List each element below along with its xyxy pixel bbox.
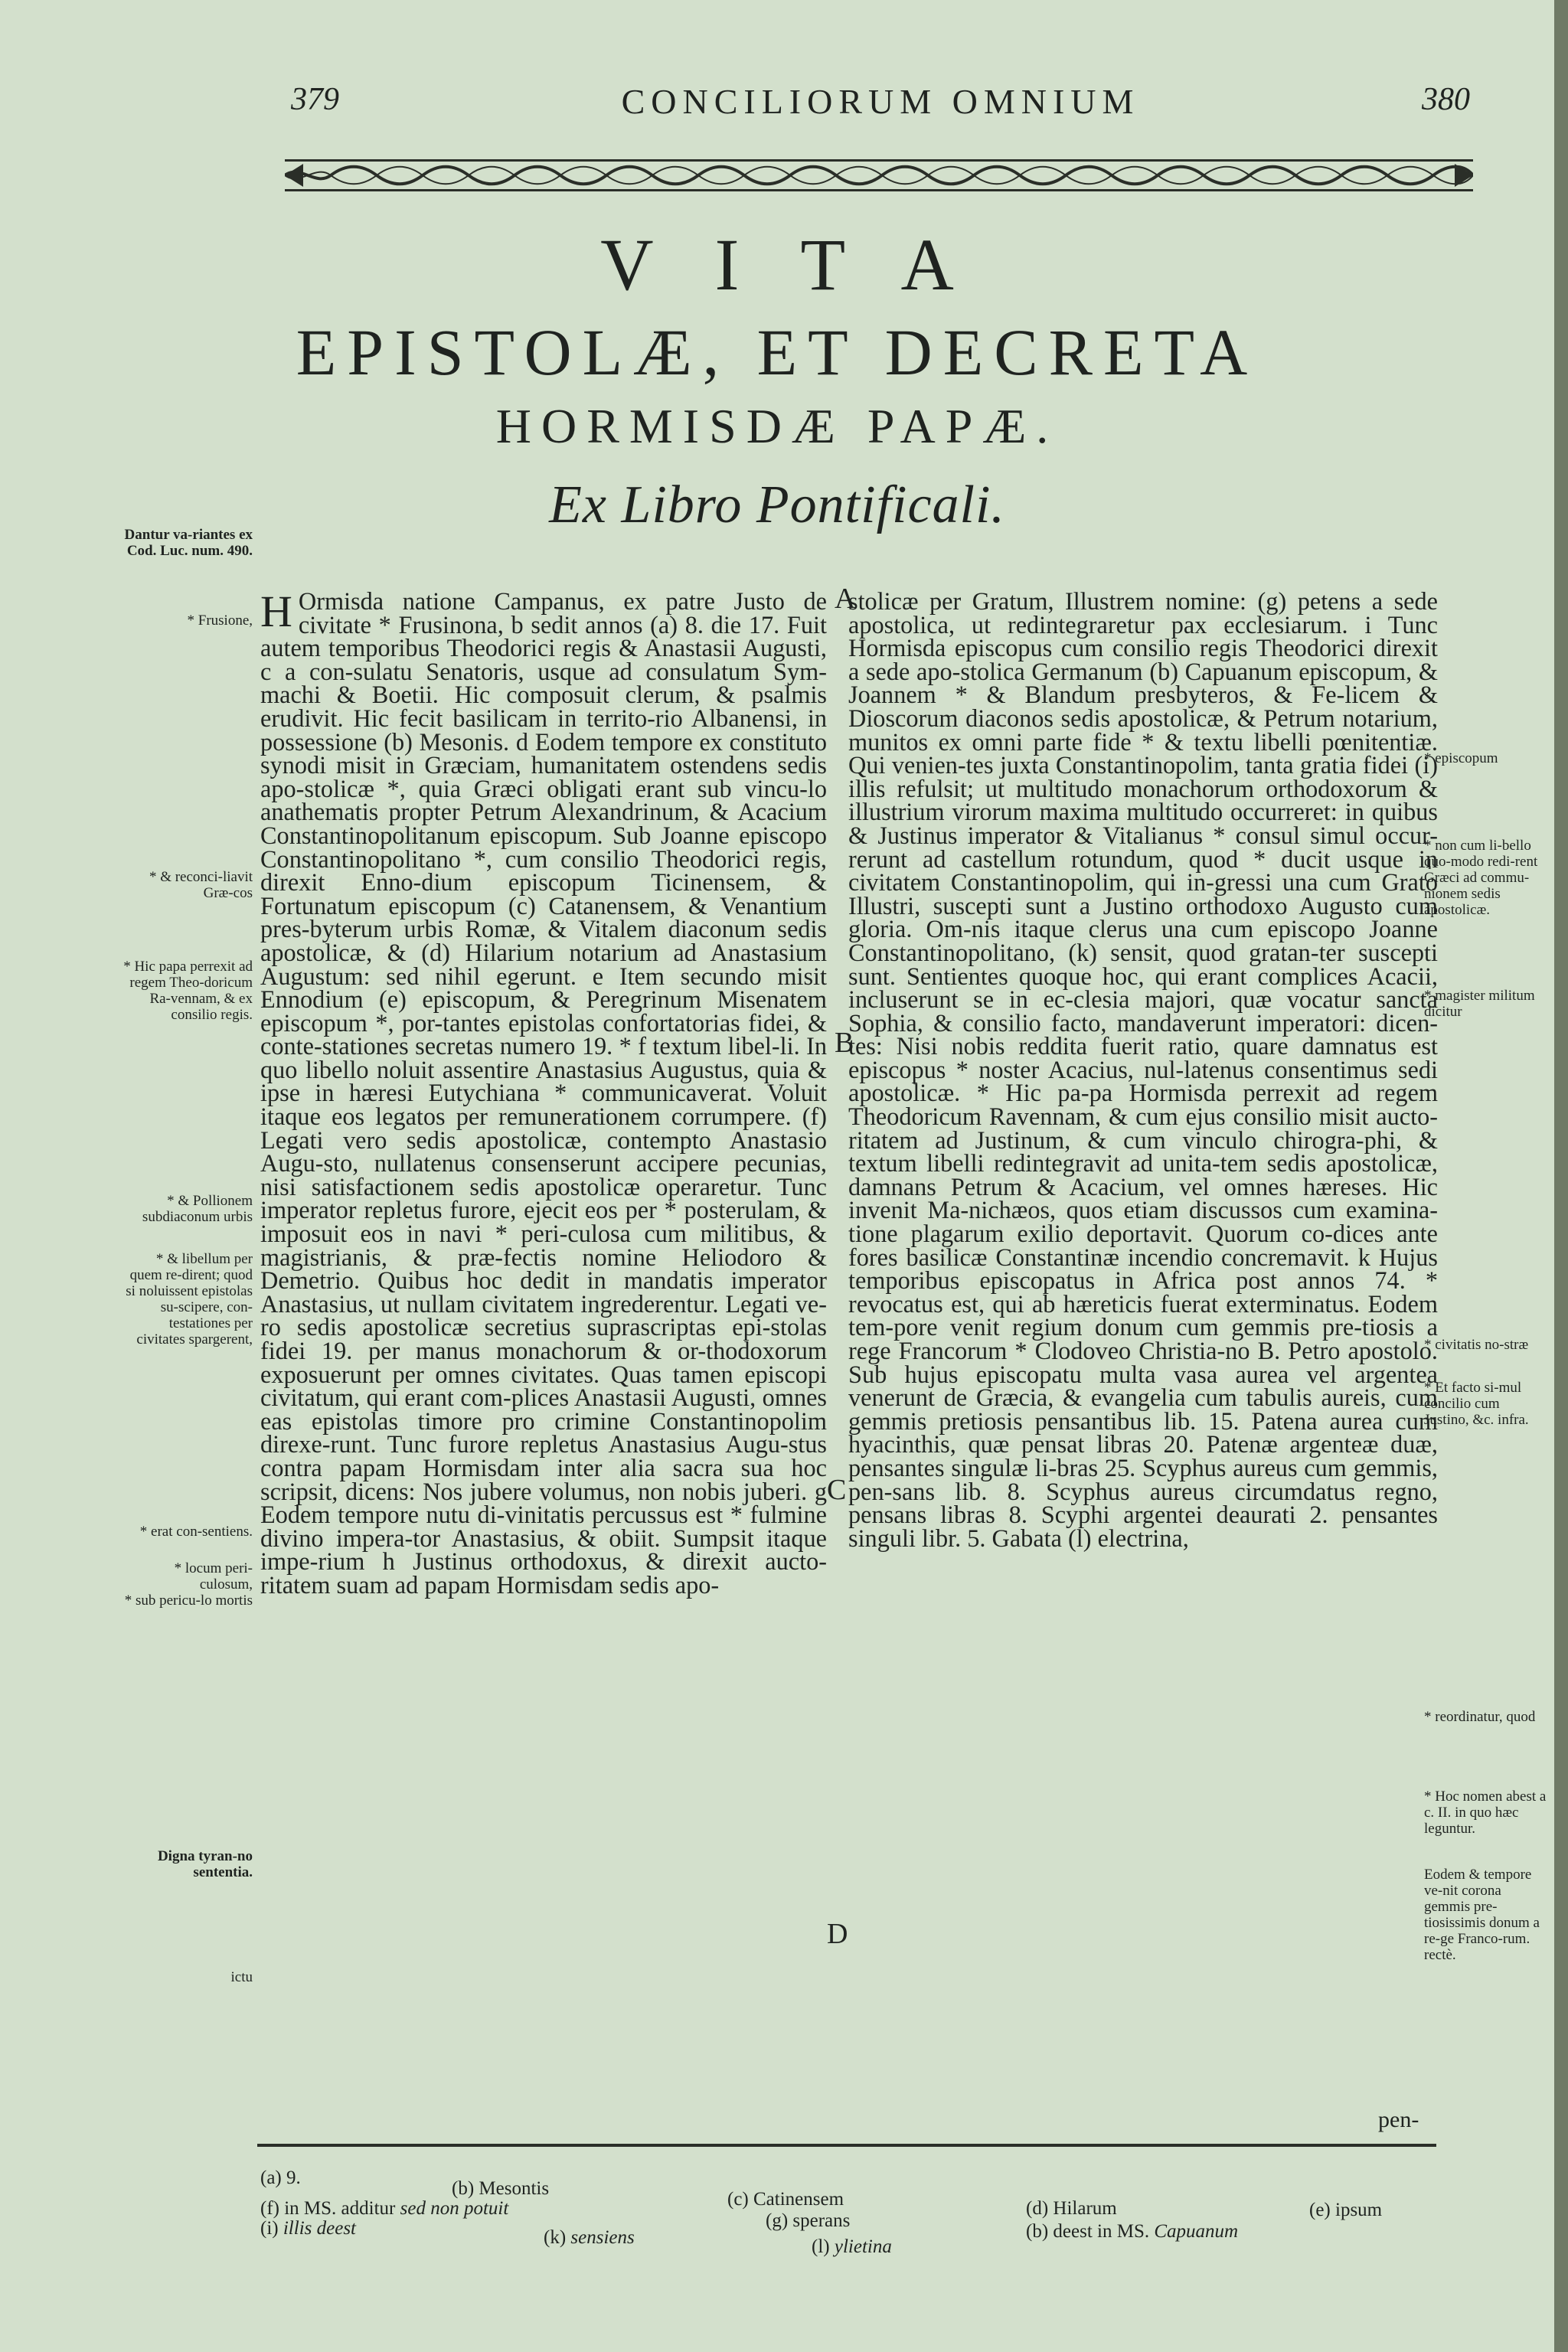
margin-note: ictu [230, 1969, 253, 1985]
margin-note: * & libellum per quem re-dirent; quod si noluissent epistolas su-scipere, con-testationes per civitates spargerent, [126, 1251, 253, 1348]
footnote [1026, 2222, 1238, 2242]
footnote-italic: sed non potuit [400, 2198, 509, 2219]
footnote-italic: ylietina [834, 2236, 892, 2257]
footnote [812, 2237, 892, 2257]
footnote: (a) 9. [260, 2167, 301, 2188]
running-head [291, 81, 1470, 127]
section-letter-c: C [827, 1474, 847, 1506]
section-letter-d: D [827, 1918, 848, 1950]
footnote: (b) Mesontis [452, 2178, 550, 2199]
footnote [544, 2228, 635, 2248]
margin-note: * & Pollionem subdiaconum urbis [142, 1193, 253, 1225]
text-column-right [848, 587, 1438, 2136]
margin-note: * erat con-sentiens. [139, 1524, 253, 1540]
footnote: (g) sperans [766, 2210, 851, 2231]
footnote: (c) Catinensem [727, 2189, 844, 2210]
margin-note: * Hic papa perrexit ad regem Theo-doricum Ra-vennam, & ex consilio regis. [123, 959, 253, 1023]
margin-note: * episcopum [1424, 750, 1498, 766]
page-number-left: 379 [291, 82, 339, 117]
paragraph: stolicæ per Gratum, Illustrem nomine: (g) petens a sede apostolica, ut redintegraretur pax ecclesiarum. i Tunc Hormisda episcopus cum consilio regis Theodorici direxit a sede apo-stolica Germanum (b) Capuanum episcopum, & Joannem * & Blandum presbyteros, & Fe-licem & Dioscorum diaconos sedis apostolicæ, & Petrum notarium, munitos ex omni parte fide * & textu libelli pœnitentiæ. Qui venien-tes juxta Constantinopolim, tanta gratia fidei (i) illis refulsit; ut multitudo monachorum orthodoxorum & illustrium virorum maxima multitudo occurreret: in quibus & Justinus imperator & Vitalianus * consul simul occur-rerunt ad castellum rotundum, quod * ducit usque in civitatem Constantinopolim, qui in-gressi una cum Grato Illustri, suscepti sunt a Justino orthodoxo Augusto cum gloria. Om-nis itaque clerus una cum episcopo Joanne Constantinopolitano, (k) sensit, quod gratan-ter suscepti sunt. Sentientes quoque hoc, qui erant complices Acacii, incluserunt se in ec-clesia majori, quæ vocatur sancta Sophia, & consilio facto, mandaverunt imperatori: dicen-tes: Nisi nobis reddita fuerit ratio, quare damnatus est episcopus * noster Acacius, nul-latenus consentimus sedi apostolicæ. * Hic pa-pa Hormisda perrexit ad regem Theodoricum Ravennam, & cum ejus consilio misit aucto-ritatem ad Justinum, & cum vinculo chirogra-phi, & textum libelli redintegravit ad unita-tem sedis apostolicæ, damnans Petrum & Acacium, vel omnes hæreses. Hic invenit Ma-nichæos, quos etiam discussos cum examina-tione plagarum exilio deportavit. Quorum co-dices ante fores basilicæ Constantinæ incendio concremavit. k Hujus temporibus episcopatus in Africa post annos 74. * revocatus est, qui ab hæreticis fuerat exterminatus. Eodem tem-pore venit regium donum cum gemmis pre-tiosis a rege Francorum * Clodoveo Christia-no B. Petro apostolo. Sub hujus episcopatu multa vasa aurea vel argentea venerunt de Græcia, & evangelia cum tabulis aureis, cum gemmis pretiosis pensantibus lib. 15. Patena aurea cum hyacinthis, quæ pensat libras 20. Patenæ argenteæ duæ, pensantes singulæ li-bras 25. Scyphus aureus cum gemmis, pen-sans lib. 8. Scyphus aureus circumdatus regno, pensans libras 8. Scyphi argentei deaurati 2. pensantes singuli libr. 5. Gabata (l) electrina, [848, 587, 1438, 1552]
ornament-band [285, 156, 1473, 194]
footnote-text: (i) [260, 2218, 279, 2239]
margin-note: Digna tyran-no sententia. [157, 1848, 253, 1880]
margin-note: * magister militum dicitur [1424, 988, 1535, 1020]
margin-note: Eodem & tempore ve-nit corona gemmis pre-tiosissimis donum a re-ge Franco-rum. rectè. [1424, 1867, 1540, 1963]
footnote-text: (b) deest in MS. [1026, 2221, 1150, 2242]
margin-note: * Frusione, [187, 612, 253, 629]
footnote: (d) Hilarum [1026, 2198, 1117, 2219]
footnote [260, 2199, 508, 2219]
margin-note: * civitatis no-stræ [1424, 1337, 1529, 1353]
margin-note: * reordinatur, quod [1424, 1709, 1536, 1725]
margin-note: * non cum li-bello quo-modo redi-rent Græci ad commu-nionem sedis apostolicæ. [1424, 838, 1538, 918]
page-number-right: 380 [1422, 82, 1470, 117]
text-column-left [260, 586, 827, 2136]
margin-note-variants: Dantur va-riantes ex Cod. Luc. num. 490. [124, 527, 253, 559]
footnote [260, 2219, 356, 2239]
title-epistolae: EPISTOLÆ, ET DECRETA [296, 315, 1259, 389]
footnote-italic: illis deest [283, 2218, 356, 2239]
section-letter-a: A [835, 583, 856, 615]
footnote-italic: Capuanum [1154, 2221, 1239, 2242]
footnote-rule [257, 2144, 1436, 2147]
footnote: (e) ipsum [1309, 2200, 1383, 2220]
footnote-text: (k) [544, 2227, 567, 2248]
footnote-text: (l) [812, 2236, 830, 2257]
margin-note: * locum peri-culosum, [174, 1560, 253, 1592]
paragraph: Ormisda natione Campanus, ex patre Justo de civitate * Frusinona, b sedit annos (a) 8. die 17. Fuit autem temporibus Theodorici regis & Anastasii Augusti, c a con-sulatu Senatoris, usque ad consulatum Sym-machi & Boetii. Hic composuit clerum, & psalmis erudivit. Hic fecit basilicam in territo-rio Albanensi, in possessione (b) Mesonis. d Eodem tempore ex constituto synodi misit in Græciam, humanitatem ostendens sedis apo-stolicæ *, quia Græci obligati erant sub vincu-lo anathematis propter Petrum Alexandrinum, & Acacium Constantinopolitanum episcopum. Sub Joanne episcopo Constantinopolitano *, cum consilio Theodorici regis, direxit Enno-dium episcopum Ticinensem, & Fortunatum episcopum (c) Catanensem, & Venantium pres-byterum urbis Romæ, & Vitalem diaconum sedis apostolicæ, & (d) Hilarium notarium ad Anastasium Augustum: sed nihil egerunt. e Item secundo misit Ennodium (e) episcopum, & Peregrinum Misenatem episcopum *, por-tantes epistolas confortatorias fidei, & conte-stationes secretas numero 19. * f textum libel-li. In quo libello noluit assentire Anastasius Augustus, quia & ipse in hæresi Eutychiana * communicaverat. Voluit itaque eos legatos per remunerationem corrumpere. (f) Legati vero sedis apostolicæ, contempto Anastasio Augu-sto, nullatenus consenserunt accipere pecunias, nisi satisfactionem sedis apostolicæ operaretur. Tunc imperator repletus furore, ejecit eos per * posterulam, & imposuit eos in navi * peri-culosa cum militibus, & magistrianis, & præ-fectis nomine Heliodoro & Demetrio. Quibus hoc dedit in mandatis imperator Anastasius, ut nullam civitatem ingrederentur. Legati ve-ro sedis apostolicæ secretius suprascriptas epi-stolas fidei 19. per manus monachorum & or-thodoxorum exposuerunt per omnes civitates. Quas tamen episcopi civitatum, qui erant com-plices Anastasii Augusti, omnes eas epistolas timore pro crimine Constantinopolim direxe-runt. Tunc furore repletus Anastasius Augu-stus contra papam Hormisdam inter alia sacra sua hoc scripsit, dicens: Nos jubere volumus, non nobis juberi. g Eodem tempore nutu di-vinitatis percussus est * fulmine divino impera-tor Anastasius, & obiit. Sumpsit itaque impe-rium h Justinus orthodoxus, & direxit aucto-ritatem suam ad papam Hormisdam sedis apo- [260, 587, 827, 1599]
section-letter-b: B [835, 1027, 854, 1059]
drop-cap: H [260, 586, 292, 636]
footnote-text: (f) in MS. additur [260, 2198, 396, 2219]
page-spine [1554, 0, 1568, 2352]
footnote-italic: sensiens [570, 2227, 635, 2248]
margin-note: * Hoc nomen abest a c. II. in quo hæc leguntur. [1424, 1788, 1547, 1837]
margin-note: * & reconci-liavit Græ-cos [149, 869, 253, 901]
catchword: pen- [1378, 2107, 1419, 2132]
title-ex-libro: Ex Libro Pontificali. [549, 475, 1005, 534]
title-hormisdae: HORMISDÆ PAPÆ. [495, 399, 1059, 453]
margin-note: * Et facto si-mul concilio cum Justino, &c. infra. [1424, 1380, 1529, 1428]
margin-note: * sub pericu-lo mortis [124, 1592, 253, 1609]
running-title: CONCILIORUM OMNIUM [621, 82, 1140, 121]
title-vita: VITA [600, 224, 1015, 305]
